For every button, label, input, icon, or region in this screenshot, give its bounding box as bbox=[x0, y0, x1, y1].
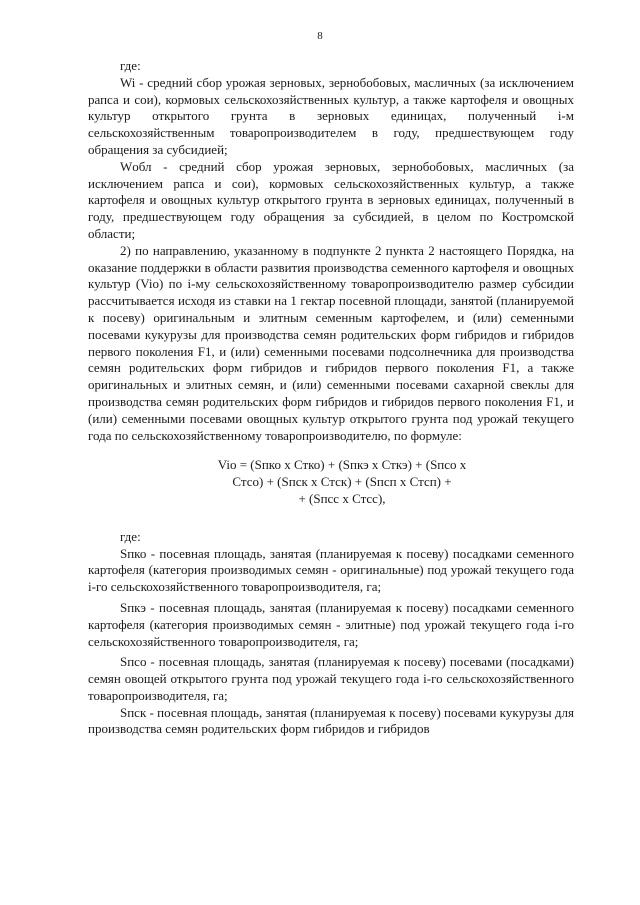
definition-spsk: Sпск - посевная площадь, занятая (планируемая к посеву) посевами кукурузы для производства семян родительских форм гибридов и гибридов bbox=[88, 704, 574, 737]
page-number: 8 bbox=[317, 30, 323, 42]
definition-wobl: Wобл - средний сбор урожая зерновых, зернобобовых, масличных (за исключением рапса и сои), кормовых сельскохозяйственных культур, а также картофеля и овощных культур открытого грунта в зерновых единицах, полученный в году, предшествующем году обращения за субсидией, в целом по Костромской области; bbox=[88, 158, 574, 241]
where-label: где: bbox=[120, 528, 141, 544]
subsidy-rule-paragraph: 2) по направлению, указанному в подпункте 2 пункта 2 настоящего Порядка, на оказание поддержки в области развития производства семенного картофеля и овощных культур (Vio) по i-му сельскохозяйственному товаропроизводителю размер субсидии рассчитывается исходя из ставки на 1 гектар посевной площади, занятой (планируемой к посеву) оригинальным и элитным семенным картофелем, и (или) семенными посевами кукурузы для производства семян родительских форм гибридов и гибридов первого поколения F1, и (или) семенными посевами подсолнечника для производства семян родительских форм гибридов и гибридов первого поколения F1, а также оригинальных и элитных семян, и (или) семенными посевами сахарной свеклы для производства семян родительских форм гибридов и гибридов первого поколения F1, и (или) семенными посевами овощных культур открытого грунта под урожай текущего года по сельскохозяйственному товаропроизводителю, по формуле: bbox=[88, 242, 574, 443]
document-body bbox=[88, 58, 574, 738]
definition-spso: Sпсо - посевная площадь, занятая (планируемая к посеву) посевами (посадками) семян овощей открытого грунта под урожай текущего года i-го сельскохозяйственного товаропроизводителя, га; bbox=[88, 654, 574, 703]
formula-line-3: + (Sпсс x Стсс), bbox=[298, 490, 386, 506]
where-label-top: где: bbox=[120, 58, 141, 73]
formula-vio bbox=[88, 457, 574, 507]
definition-spke: Sпкэ - посевная площадь, занятая (планируемая к посеву) посадками семенного картофеля (категория производимых семян - элитные) под урожай текущего года i-го сельскохозяйственного товаропроизводителя, га; bbox=[88, 599, 574, 649]
formula-line-1: Vio = (Sпко x Стко) + (Sпкэ x Сткэ) + (Sпсо x bbox=[217, 457, 467, 473]
definition-wi: Wi - средний сбор урожая зерновых, зернобобовых, масличных (за исключением рапса и сои), кормовых сельскохозяйственных культур, а также картофеля и овощных культур открытого грунта в зерновых единицах, полученный i-м сельскохозяйственным товаропроизводителем в году, предшествующем году обращения за субсидией; bbox=[88, 74, 574, 157]
formula-line-2: Стсо) + (Sпск x Стск) + (Sпсп x Стсп) + bbox=[232, 474, 452, 490]
definition-spko: Sпко - посевная площадь, занятая (планируемая к посеву) посадками семенного картофеля (категория производимых семян - оригинальные) под урожай текущего года i-го сельскохозяйственного товаропроизводителя, га; bbox=[88, 545, 574, 595]
